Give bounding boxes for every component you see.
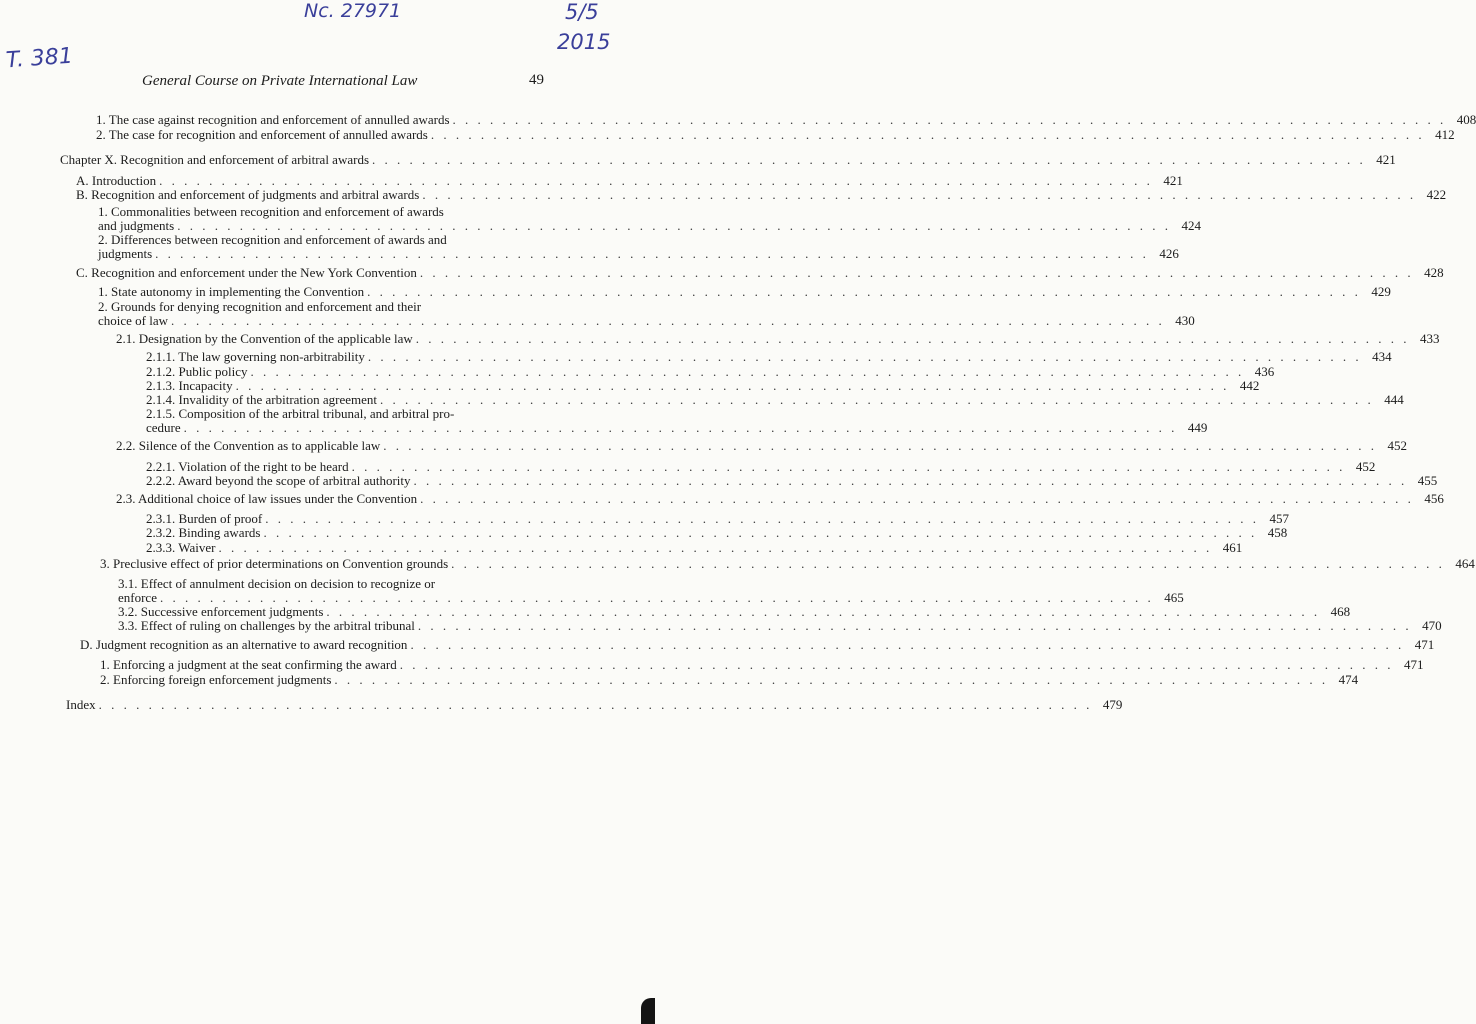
dot-leader: . . . . . . . . . . . . . . . . . . . . . . . . . . . . . . . . . . . . . . . . . . . . . . . . . . . . . . . . . . . . . . . . . . . . . . . . . . . . . . . . [419,265,1414,280]
toc-entry-title: 2.2. Silence of the Convention as to applicable law [116,438,381,453]
toc-page-number: 457 [1269,511,1290,526]
toc-entry[interactable] [116,438,1408,453]
dot-leader: . . . . . . . . . . . . . . . . . . . . . . . . . . . . . . . . . . . . . . . . . . . . . . . . . . . . . . . . . . . . . . . . . . . . . . . . . . . . . . . . [372,152,1366,167]
dot-leader: . . . . . . . . . . . . . . . . . . . . . . . . . . . . . . . . . . . . . . . . . . . . . . . . . . . . . . . . . . . . . . . . . . . . . . . . . . . . . . . . [399,657,1394,672]
toc-entry[interactable] [146,540,1243,555]
toc-page-number: 444 [1384,392,1404,407]
toc-page-number: 470 [1422,618,1442,633]
dot-leader: . . . . . . . . . . . . . . . . . . . . . . . . . . . . . . . . . . . . . . . . . . . . . . . . . . . . . . . . . . . . . . . . . . . . . . . . . . . . . . . . [159,590,1154,605]
toc-entry[interactable] [76,187,1447,202]
dot-leader: . . . . . . . . . . . . . . . . . . . . . . . . . . . . . . . . . . . . . . . . . . . . . . . . . . . . . . . . . . . . . . . . . . . . . . . . . . . . . . . . [380,392,1374,407]
toc-entry-title: B. Recognition and enforcement of judgments and arbitral awards [76,187,420,202]
toc-entry-title: 1. State autonomy in implementing the Convention [98,284,365,299]
toc-entry-title: cedure [146,420,181,435]
toc-entry[interactable] [100,672,1359,687]
toc-page-number: 471 [1403,657,1424,672]
dot-leader: . . . . . . . . . . . . . . . . . . . . . . . . . . . . . . . . . . . . . . . . . . . . . . . . . . . . . . . . . . . . . . . . . . . . . . . . . . . . . . . . [413,473,1408,488]
toc-entry-title: 2.3.3. Waiver [146,540,216,555]
toc-page-number: 421 [1376,152,1396,167]
toc-page-number: 436 [1254,364,1275,379]
toc-page-number: 408 [1456,112,1476,127]
toc-entry-title: 2.2.1. Violation of the right to be heard [146,459,349,474]
toc-entry-title: 2. Enforcing foreign enforcement judgments [100,672,332,687]
toc-entry-title: 3. Preclusive effect of prior determinations on Convention grounds [100,556,449,571]
dot-leader: . . . . . . . . . . . . . . . . . . . . . . . . . . . . . . . . . . . . . . . . . . . . . . . . . . . . . . . . . . . . . . . . . . . . . . . . . . . . . . . . [351,459,1346,474]
dot-leader: . . . . . . . . . . . . . . . . . . . . . . . . . . . . . . . . . . . . . . . . . . . . . . . . . . . . . . . . . . . . . . . . . . . . . . . . . . . . . . . . [415,331,1410,346]
toc-page-number: 455 [1417,473,1438,488]
toc-page-number: 479 [1102,697,1123,712]
toc-entry[interactable] [116,331,1440,346]
toc-page-number: 429 [1371,284,1391,299]
toc-entry[interactable] [118,604,1351,619]
toc-entry-title: 3.2. Successive enforcement judgments [118,604,324,619]
dot-leader: . . . . . . . . . . . . . . . . . . . . . . . . . . . . . . . . . . . . . . . . . . . . . . . . . . . . . . . . . . . . . . . . . . . . . . . . . . . . . . . . [265,511,1260,526]
toc-entry-title-first-line: 2. Differences between recognition and enforcement of awards and [98,232,447,247]
toc-entry[interactable] [146,378,1260,393]
toc-entry[interactable] [146,349,1392,364]
dot-leader: . . . . . . . . . . . . . . . . . . . . . . . . . . . . . . . . . . . . . . . . . . . . . . . . . . . . . . . . . . . . . . . . . . . . . . . . . . . . . . . . [98,697,1093,712]
toc-entry[interactable] [98,232,1179,261]
toc-entry[interactable] [146,459,1376,474]
toc-entry[interactable] [80,637,1435,652]
toc-entry[interactable] [146,392,1404,407]
toc-entry-title: 2.3.1. Burden of proof [146,511,263,526]
toc-entry[interactable] [96,112,1476,127]
dot-leader: . . . . . . . . . . . . . . . . . . . . . . . . . . . . . . . . . . . . . . . . . . . . . . . . . . . . . . . . . . . . . . . . . . . . . . . . . . . . . . . . [410,637,1405,652]
toc-entry[interactable] [98,299,1195,328]
toc-entry-title: judgments [98,246,153,261]
page-number: 49 [529,72,544,88]
dot-leader: . . . . . . . . . . . . . . . . . . . . . . . . . . . . . . . . . . . . . . . . . . . . . . . . . . . . . . . . . . . . . . . . . . . . . . . . . . . . . . . . [326,604,1321,619]
handwritten-reference-number: Nc. 27971 [304,0,402,22]
toc-entry-title: and judgments [98,218,175,233]
toc-page-number: 424 [1181,218,1201,233]
toc-entry-title: 2.2.2. Award beyond the scope of arbitral authority [146,473,411,488]
toc-page-number: 465 [1164,590,1184,605]
toc-entry-title: 1. The case against recognition and enforcement of annulled awards [96,112,450,127]
toc-entry-title: 2.1.1. The law governing non-arbitrability [146,349,365,364]
toc-entry[interactable] [76,173,1183,188]
toc-page-number: 428 [1424,265,1444,280]
dot-leader: . . . . . . . . . . . . . . . . . . . . . . . . . . . . . . . . . . . . . . . . . . . . . . . . . . . . . . . . . . . . . . . . . . . . . . . . . . . . . . . . [420,491,1414,506]
dot-leader: . . . . . . . . . . . . . . . . . . . . . . . . . . . . . . . . . . . . . . . . . . . . . . . . . . . . . . . . . . . . . . . . . . . . . . . . . . . . . . . . [183,420,1178,435]
toc-page-number: 426 [1159,246,1179,261]
toc-page-number: 461 [1222,540,1243,555]
dot-leader: . . . . . . . . . . . . . . . . . . . . . . . . . . . . . . . . . . . . . . . . . . . . . . . . . . . . . . . . . . . . . . . . . . . . . . . . . . . . . . . . [177,218,1171,233]
handwritten-date-line-1: 5/5 [565,0,599,24]
toc-entry-title-first-line: 2. Grounds for denying recognition and enforcement and their [98,299,422,314]
dot-leader: . . . . . . . . . . . . . . . . . . . . . . . . . . . . . . . . . . . . . . . . . . . . . . . . . . . . . . . . . . . . . . . . . . . . . . . . . . . . . . . . [263,525,1258,540]
toc-page-number: 433 [1420,331,1440,346]
toc-entry[interactable] [98,204,1201,233]
toc-page-number: 442 [1239,378,1260,393]
scan-corner-shadow [641,998,655,1024]
dot-leader: . . . . . . . . . . . . . . . . . . . . . . . . . . . . . . . . . . . . . . . . . . . . . . . . . . . . . . . . . . . . . . . . . . . . . . . . . . . . . . . . [334,672,1329,687]
toc-entry[interactable] [146,511,1290,526]
toc-page-number: 421 [1163,173,1183,188]
toc-entry-title-first-line: 3.1. Effect of annulment decision on decision to recognize or [118,576,436,591]
toc-entry[interactable] [146,406,1208,435]
toc-entry-title: 2.1.4. Invalidity of the arbitration agreement [146,392,378,407]
dot-leader: . . . . . . . . . . . . . . . . . . . . . . . . . . . . . . . . . . . . . . . . . . . . . . . . . . . . . . . . . . . . . . . . . . . . . . . . . . . . . . . . [367,349,1362,364]
dot-leader: . . . . . . . . . . . . . . . . . . . . . . . . . . . . . . . . . . . . . . . . . . . . . . . . . . . . . . . . . . . . . . . . . . . . . . . . . . . . . . . . [452,112,1447,127]
dot-leader: . . . . . . . . . . . . . . . . . . . . . . . . . . . . . . . . . . . . . . . . . . . . . . . . . . . . . . . . . . . . . . . . . . . . . . . . . . . . . . . . [422,187,1417,202]
dot-leader: . . . . . . . . . . . . . . . . . . . . . . . . . . . . . . . . . . . . . . . . . . . . . . . . . . . . . . . . . . . . . . . . . . . . . . . . . . . . . . . . [430,127,1425,142]
dot-leader: . . . . . . . . . . . . . . . . . . . . . . . . . . . . . . . . . . . . . . . . . . . . . . . . . . . . . . . . . . . . . . . . . . . . . . . . . . . . . . . . [171,313,1165,328]
toc-entry-title: 2.1. Designation by the Convention of the applicable law [116,331,413,346]
toc-entry-title: 2.1.3. Incapacity [146,378,233,393]
toc-page-number: 474 [1338,672,1359,687]
toc-page-number: 434 [1372,349,1392,364]
toc-page-number: 456 [1424,491,1444,506]
dot-leader: . . . . . . . . . . . . . . . . . . . . . . . . . . . . . . . . . . . . . . . . . . . . . . . . . . . . . . . . . . . . . . . . . . . . . . . . . . . . . . . . [383,438,1378,453]
toc-entry[interactable] [118,576,1184,605]
toc-page-number: 452 [1387,438,1408,453]
toc-entry[interactable] [100,657,1424,672]
toc-entry[interactable] [116,491,1444,506]
toc-entry-title: 2.1.2. Public policy [146,364,248,379]
toc-page-number: 471 [1414,637,1435,652]
toc-entry[interactable] [100,556,1475,571]
toc-entry[interactable] [60,152,1396,167]
toc-entry-title: 2.3. Additional choice of law issues under the Convention [116,491,418,506]
handwritten-date-line-2: 2015 [557,30,611,54]
dot-leader: . . . . . . . . . . . . . . . . . . . . . . . . . . . . . . . . . . . . . . . . . . . . . . . . . . . . . . . . . . . . . . . . . . . . . . . . . . . . . . . . [218,540,1213,555]
toc-page-number: 452 [1355,459,1376,474]
toc-entry-title: enforce [118,590,157,605]
handwritten-shelfmark: T. 381 [5,43,74,74]
dot-leader: . . . . . . . . . . . . . . . . . . . . . . . . . . . . . . . . . . . . . . . . . . . . . . . . . . . . . . . . . . . . . . . . . . . . . . . . . . . . . . . . [155,246,1149,261]
toc-page-number: 412 [1435,127,1455,142]
toc-entry-title: 3.3. Effect of ruling on challenges by the arbitral tribunal [118,618,415,633]
toc-entry-title: A. Introduction [76,173,157,188]
toc-entry[interactable] [118,618,1442,633]
dot-leader: . . . . . . . . . . . . . . . . . . . . . . . . . . . . . . . . . . . . . . . . . . . . . . . . . . . . . . . . . . . . . . . . . . . . . . . . . . . . . . . . [367,284,1361,299]
toc-entry[interactable] [66,697,1123,712]
toc-entry[interactable] [146,473,1438,488]
toc-entry[interactable] [76,265,1444,280]
dot-leader: . . . . . . . . . . . . . . . . . . . . . . . . . . . . . . . . . . . . . . . . . . . . . . . . . . . . . . . . . . . . . . . . . . . . . . . . . . . . . . . . [235,378,1230,393]
toc-entry-title: Index [66,697,96,712]
dot-leader: . . . . . . . . . . . . . . . . . . . . . . . . . . . . . . . . . . . . . . . . . . . . . . . . . . . . . . . . . . . . . . . . . . . . . . . . . . . . . . . . [250,364,1245,379]
toc-entry-title: C. Recognition and enforcement under the New York Convention [76,265,417,280]
running-title: General Course on Private International Law [142,73,418,89]
toc-entry-title: choice of law [98,313,169,328]
toc-page-number: 422 [1426,187,1447,202]
toc-entry-title-first-line: 1. Commonalities between recognition and enforcement of awards [98,204,444,219]
toc-entry-title: 1. Enforcing a judgment at the seat confirming the award [100,657,397,672]
toc-page-number: 468 [1330,604,1351,619]
dot-leader: . . . . . . . . . . . . . . . . . . . . . . . . . . . . . . . . . . . . . . . . . . . . . . . . . . . . . . . . . . . . . . . . . . . . . . . . . . . . . . . . [451,556,1445,571]
toc-page-number: 449 [1187,420,1208,435]
toc-entry[interactable] [98,284,1391,299]
toc-page-number: 430 [1175,313,1195,328]
dot-leader: . . . . . . . . . . . . . . . . . . . . . . . . . . . . . . . . . . . . . . . . . . . . . . . . . . . . . . . . . . . . . . . . . . . . . . . . . . . . . . . . [159,173,1153,188]
toc-entry-title: 2. The case for recognition and enforcement of annulled awards [96,127,428,142]
toc-entry-title: 2.3.2. Binding awards [146,525,261,540]
toc-page-number: 458 [1267,525,1288,540]
toc-entry[interactable] [96,127,1455,142]
toc-entry-title: D. Judgment recognition as an alternative to award recognition [80,637,408,652]
dot-leader: . . . . . . . . . . . . . . . . . . . . . . . . . . . . . . . . . . . . . . . . . . . . . . . . . . . . . . . . . . . . . . . . . . . . . . . . . . . . . . . . [417,618,1412,633]
toc-entry[interactable] [146,364,1275,379]
toc-page-number: 464 [1455,556,1475,571]
toc-entry-title: Chapter X. Recognition and enforcement of arbitral awards [60,152,369,167]
toc-entry[interactable] [146,525,1288,540]
toc-entry-title-first-line: 2.1.5. Composition of the arbitral tribunal, and arbitral pro- [146,406,455,421]
